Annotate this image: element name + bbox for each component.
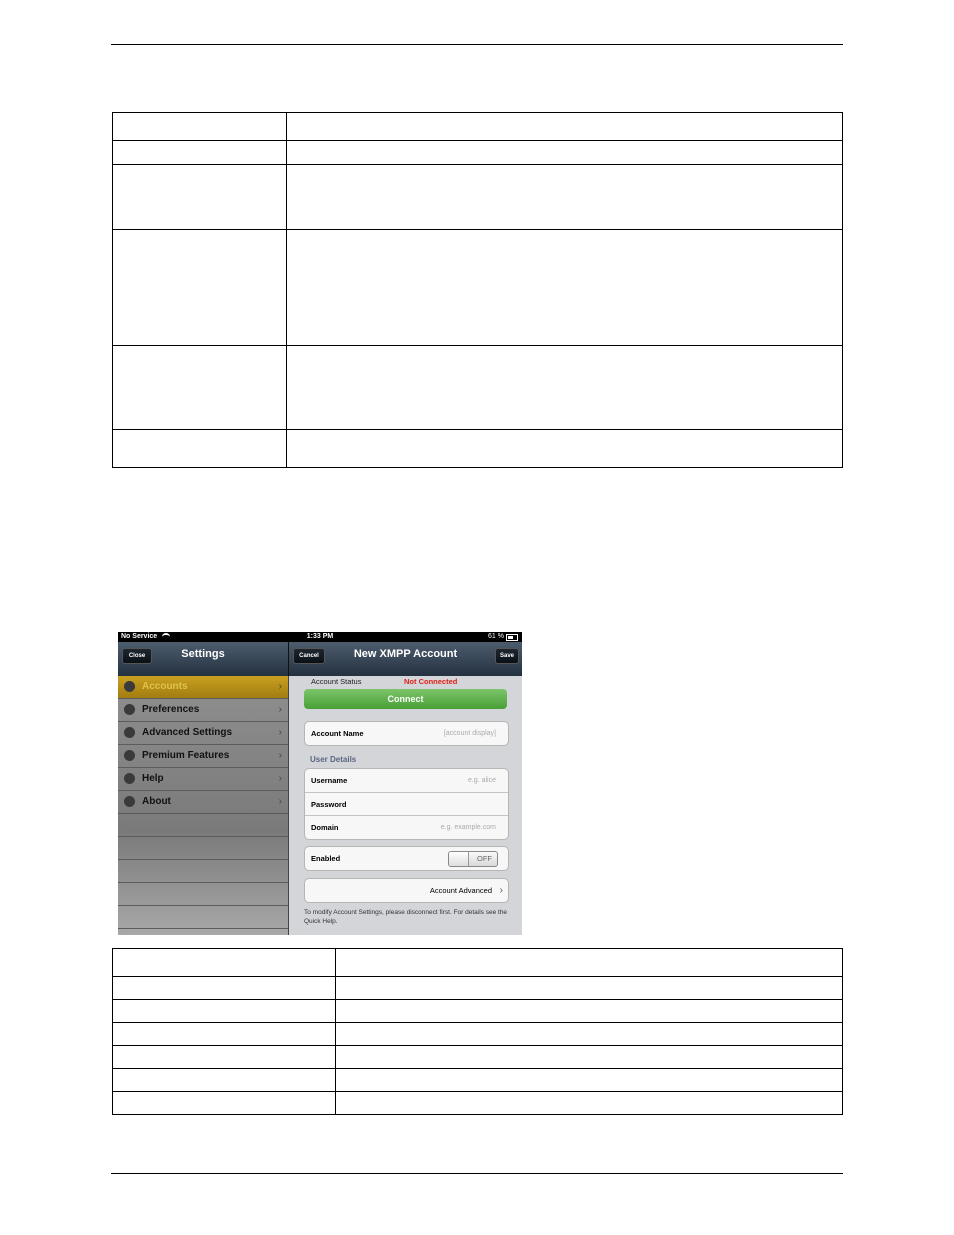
battery-icon [506, 634, 518, 641]
chevron-right-icon: › [278, 796, 282, 807]
clock-text: 1:33 PM [306, 633, 334, 640]
table-row [113, 1023, 843, 1046]
table-row [113, 949, 843, 977]
cart-icon [124, 750, 135, 761]
account-form-title: New XMPP Account [353, 648, 458, 660]
domain-row[interactable] [305, 815, 508, 839]
account-advanced-group [304, 878, 509, 903]
sidebar-item-about[interactable] [118, 791, 288, 814]
close-button[interactable]: Close [122, 648, 152, 664]
table-row [113, 230, 843, 346]
username-input[interactable]: e.g. alice [467, 777, 496, 784]
empty-list-row [118, 860, 288, 883]
user-details-group [304, 768, 509, 840]
domain-input[interactable]: e.g. example.com [440, 824, 496, 831]
connect-button[interactable]: Connect [304, 689, 507, 709]
account-advanced-row[interactable] [305, 879, 508, 902]
carrier-text: No Service [121, 633, 158, 640]
domain-label: Domain [311, 823, 339, 832]
enabled-row [305, 847, 508, 870]
header-rule [111, 44, 843, 45]
empty-list-row [118, 837, 288, 860]
enabled-group [304, 846, 509, 871]
account-name-row[interactable] [305, 722, 508, 745]
sidebar-item-help[interactable] [118, 768, 288, 791]
sidebar-item-label: Accounts [142, 681, 188, 692]
username-label: Username [311, 776, 348, 785]
account-nav-bar [289, 642, 522, 676]
enabled-toggle[interactable] [448, 851, 498, 867]
enabled-label: Enabled [311, 854, 341, 863]
table-row [113, 1046, 843, 1069]
sidebar-item-label: Premium Features [142, 750, 230, 761]
gears-icon [124, 727, 135, 738]
chevron-right-icon: › [499, 885, 503, 896]
sidebar-item-accounts[interactable] [118, 676, 288, 699]
accounts-icon [124, 681, 135, 692]
account-name-group [304, 721, 509, 746]
empty-list-row [118, 906, 288, 929]
chevron-right-icon: › [278, 681, 282, 692]
status-bar [118, 632, 522, 642]
account-name-label: Account Name [311, 729, 364, 738]
toggle-knob [449, 852, 469, 866]
battery-text: 61 % [488, 633, 504, 640]
toggle-state-text: OFF [477, 854, 492, 863]
table-row [113, 113, 843, 141]
account-form [289, 676, 522, 935]
table-row [113, 1069, 843, 1092]
table-row [113, 1000, 843, 1023]
footer-rule [111, 1173, 843, 1174]
cancel-button[interactable]: Cancel [293, 648, 325, 664]
sidebar-item-label: Preferences [142, 704, 200, 715]
sidebar-item-label: Advanced Settings [142, 727, 233, 738]
info-icon [124, 796, 135, 807]
table-row [113, 430, 843, 468]
settings-sidebar [118, 676, 289, 935]
password-row[interactable] [305, 792, 508, 816]
chevron-right-icon: › [278, 773, 282, 784]
account-advanced-label: Account Advanced [429, 886, 492, 895]
password-label: Password [311, 800, 347, 809]
username-row[interactable] [305, 769, 508, 792]
account-status-value: Not Connected [404, 677, 458, 686]
table-row [113, 1092, 843, 1115]
account-name-input[interactable]: [account display] [443, 730, 496, 737]
table-row [113, 165, 843, 230]
app-screenshot [118, 632, 522, 935]
lower-table [112, 948, 843, 1115]
empty-list-row [118, 883, 288, 906]
chevron-right-icon: › [278, 704, 282, 715]
sidebar-item-advanced-settings[interactable] [118, 722, 288, 745]
user-details-heading: User Details [310, 755, 357, 764]
sidebar-item-label: About [142, 796, 171, 807]
preferences-icon [124, 704, 135, 715]
table-row [113, 977, 843, 1000]
upper-table [112, 112, 843, 468]
sidebar-item-premium-features[interactable] [118, 745, 288, 768]
chevron-right-icon: › [278, 727, 282, 738]
save-button[interactable]: Save [495, 648, 519, 664]
chevron-right-icon: › [278, 750, 282, 761]
settings-nav-bar [118, 642, 289, 676]
table-row [113, 346, 843, 430]
sidebar-item-label: Help [142, 773, 164, 784]
help-icon [124, 773, 135, 784]
settings-title: Settings [181, 648, 225, 660]
sidebar-item-preferences[interactable] [118, 699, 288, 722]
disconnect-note: To modify Account Settings, please disconnect first. For details see the Quick Help. [304, 909, 508, 925]
table-row [113, 141, 843, 165]
account-status-label: Account Status [311, 677, 362, 686]
empty-list-row [118, 814, 288, 837]
